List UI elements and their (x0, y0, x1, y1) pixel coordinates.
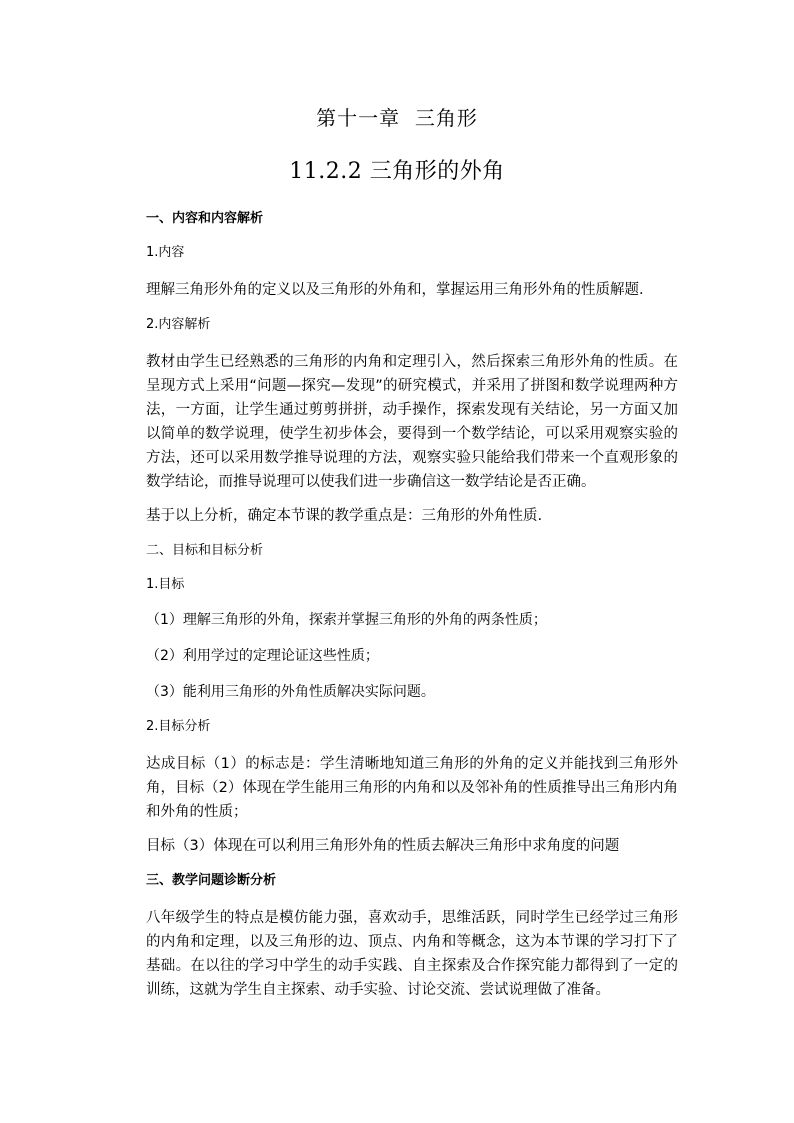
paragraph-content: 理解三角形外角的定义以及三角形的外角和，掌握运用三角形外角的性质解题． (146, 282, 654, 298)
paragraph-goal-analysis-1: 达成目标（1）的标志是：学生清晰地知道三角形的外角的定义并能找到三角形外角，目标（2）体现在学生能用三角形的内角和以及邻补角的性质推导出三角形内角和外角的性质； (146, 756, 678, 820)
paragraph-goal-analysis-2: 目标（3）体现在可以利用三角形外角的性质去解决三角形中求角度的问题 (146, 838, 620, 854)
chapter-title: 第十一章 三角形 (316, 106, 478, 130)
section-heading-content-analysis: 一、内容和内容解析 (146, 211, 264, 226)
paragraph-content-analysis: 教材由学生已经熟悉的三角形的内角和定理引入，然后探索三角形外角的性质。在呈现方式上采用“问题—探究—发现”的研究模式，并采用了拼图和数学说理两种方法，一方面，让学生通过剪剪拼拼，动手操作，探索发现有关结论，另一方面又加以简单的数学说理，使学生初步体会，要得到一个数学结论，可以采用观察实验的方法，还可以采用数学推导说理的方法，观察实验只能给我们带来一个直观形象的数学结论，而推导说理可以使我们进一步确信这一数学结论是否正确。 (146, 354, 678, 490)
section-heading-diagnosis: 三、教学问题诊断分析 (146, 873, 277, 888)
lesson-title: 11.2.2 三角形的外角 (289, 159, 505, 184)
section-heading-goals: 二、目标和目标分析 (146, 543, 264, 558)
subheading-goal-analysis: 2.目标分析 (146, 719, 211, 734)
goal-item: （3）能利用三角形的外角性质解决实际问题。 (146, 684, 435, 700)
paragraph-key-point: 基于以上分析，确定本节课的教学重点是：三角形的外角性质. (146, 508, 543, 524)
document-body (146, 210, 678, 1012)
subheading-goals: 1.目标 (146, 577, 185, 592)
subheading-content: 1.内容 (146, 245, 185, 260)
paragraph-diagnosis: 八年级学生的特点是模仿能力强，喜欢动手，思维活跃，同时学生已经学过三角形的内角和定理，以及三角形的边、顶点、内角和等概念，这为本节课的学习打下了基础。在以往的学习中学生的动手实践、自主探索及合作探究能力都得到了一定的训练，这就为学生自主探索、动手实验、讨论交流、尝试说理做了准备。 (146, 910, 678, 998)
subheading-content-analysis: 2.内容解析 (146, 317, 211, 332)
goal-item: （1）理解三角形的外角，探索并掌握三角形的外角的两条性质； (146, 612, 547, 628)
goal-item: （2）利用学过的定理论证这些性质； (146, 648, 379, 664)
